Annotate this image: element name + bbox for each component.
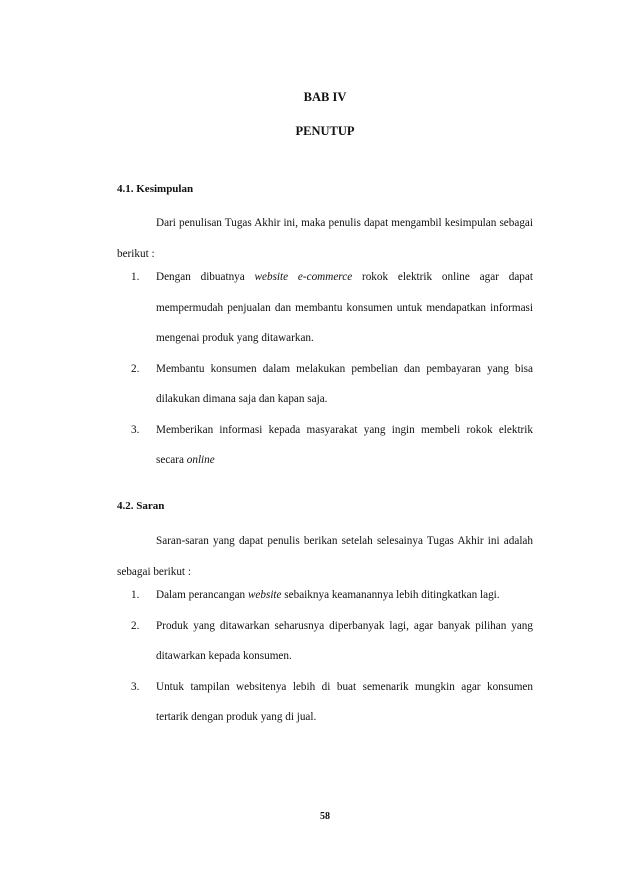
item-number: 2. bbox=[131, 362, 140, 375]
item-text: Dalam perancangan website sebaiknya keamanannya lebih ditingkatkan lagi. bbox=[156, 589, 500, 601]
kesimpulan-list bbox=[117, 262, 533, 476]
item-number: 2. bbox=[131, 619, 140, 632]
page-number: 58 bbox=[320, 811, 330, 822]
emphasis: online bbox=[186, 454, 215, 466]
saran-list bbox=[117, 580, 533, 733]
item-text: Produk yang ditawarkan seharusnya diperbanyak lagi, agar banyak pilihan yang ditawarkan kepada konsumen. bbox=[156, 619, 533, 662]
kesimpulan-intro: Dari penulisan Tugas Akhir ini, maka penulis dapat mengambil kesimpulan sebagai berikut : bbox=[117, 217, 533, 260]
list-item bbox=[117, 262, 533, 354]
list-item bbox=[117, 415, 533, 476]
item-text: Memberikan informasi kepada masyarakat yang ingin membeli rokok elektrik secara online bbox=[156, 423, 533, 466]
chapter-number: BAB IV bbox=[303, 90, 347, 104]
section-heading-kesimpulan: 4.1. Kesimpulan bbox=[117, 183, 194, 195]
section-heading-saran: 4.2. Saran bbox=[117, 500, 165, 512]
item-number: 3. bbox=[131, 423, 140, 436]
saran-intro: Saran-saran yang dapat penulis berikan setelah selesainya Tugas Akhir ini adalah sebagai berikut : bbox=[117, 535, 533, 578]
list-item bbox=[117, 580, 533, 611]
item-number: 1. bbox=[131, 271, 140, 283]
item-text: Untuk tampilan websitenya lebih di buat semenarik mungkin agar konsumen tertarik dengan produk yang di jual. bbox=[156, 680, 533, 723]
emphasis: website e-commerce bbox=[254, 271, 353, 283]
item-number: 1. bbox=[131, 589, 140, 601]
item-text: Dengan dibuatnya website e-commerce rokok elektrik online agar dapat mempermudah penjualan dan membantu konsumen untuk mendapatkan informasi mengenai produk yang ditawarkan. bbox=[156, 271, 533, 344]
list-item bbox=[117, 354, 533, 415]
list-item bbox=[117, 672, 533, 733]
chapter-title: PENUTUP bbox=[295, 124, 355, 138]
list-item bbox=[117, 611, 533, 672]
item-text: Membantu konsumen dalam melakukan pembelian dan pembayaran yang bisa dilakukan dimana saja dan kapan saja. bbox=[156, 362, 533, 405]
item-number: 3. bbox=[131, 680, 140, 693]
emphasis: website bbox=[247, 589, 282, 601]
